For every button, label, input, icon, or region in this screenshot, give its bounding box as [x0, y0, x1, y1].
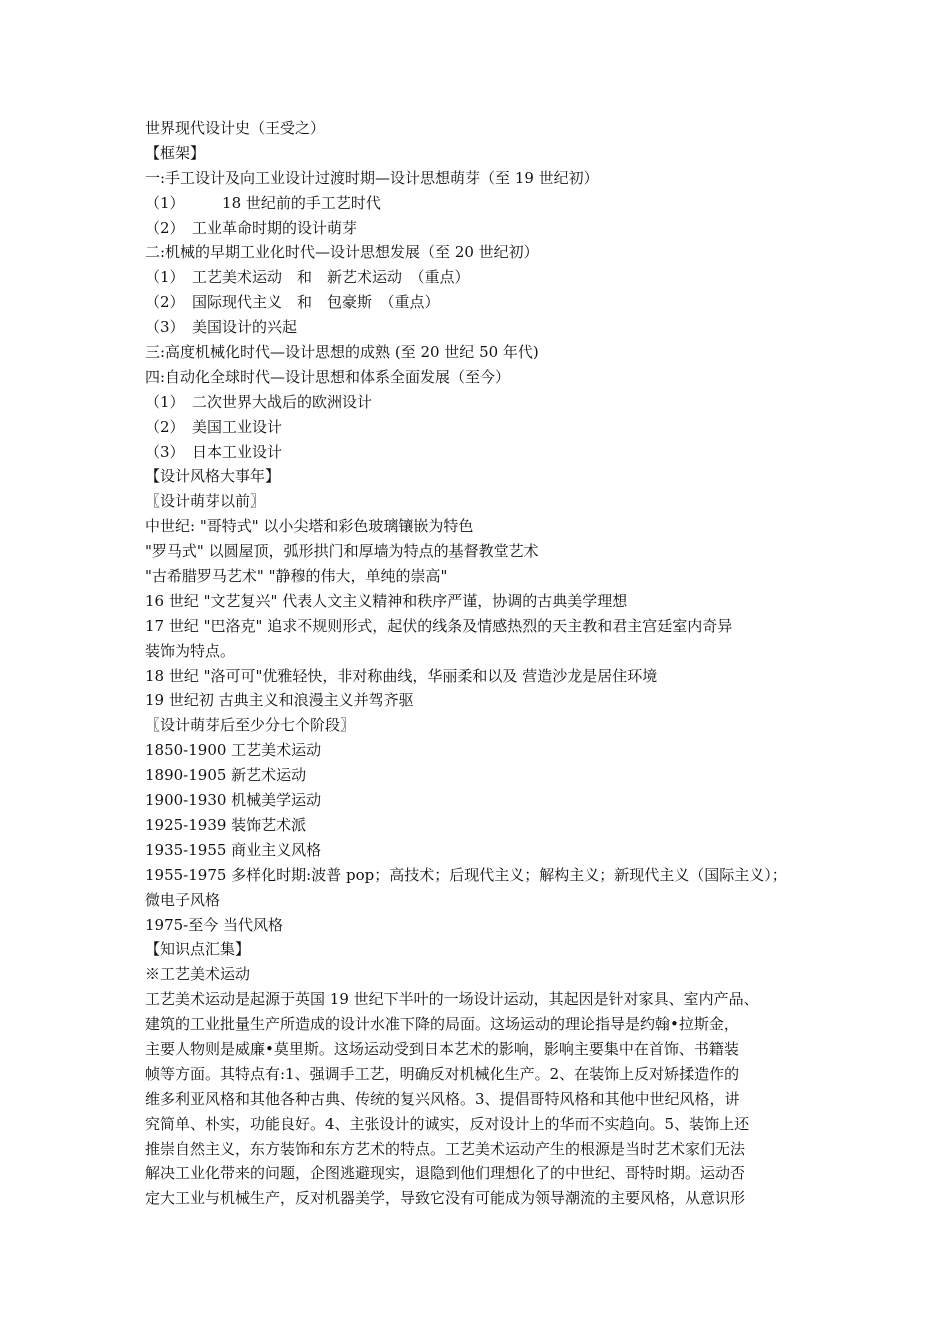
period-entry-continued: 微电子风格 [145, 890, 221, 909]
paragraph-line: 工艺美术运动是起源于英国 19 世纪下半叶的一场设计运动，其起因是针对家具、室内产品、 [145, 990, 759, 1009]
period-entry: 1890-1905 新艺术运动 [145, 766, 307, 785]
document-lines [145, 141, 810, 987]
document-page [145, 116, 810, 1211]
section-heading-knowledge: 【知识点汇集】 [145, 940, 251, 959]
chronology-entry: "古希腊罗马艺术" "静穆的伟大，单纯的崇高" [145, 567, 448, 586]
outline-subitem: （1） 工艺美术运动 和 新艺术运动 （重点） [145, 268, 470, 287]
paragraph-line: 究简单、朴实，功能良好。4、主张设计的诚实，反对设计上的华而不实趋向。5、装饰上还 [145, 1114, 750, 1133]
chronology-entry: 中世纪: "哥特式" 以小尖塔和彩色玻璃镶嵌为特色 [145, 517, 474, 536]
chronology-entry: 19 世纪初 古典主义和浪漫主义并驾齐驱 [145, 691, 414, 710]
paragraph-line: 帧等方面。其特点有:1、强调手工艺，明确反对机械化生产。2、在装饰上反对矫揉造作的 [145, 1064, 740, 1083]
outline-subitem: （3） 美国设计的兴起 [145, 318, 298, 337]
body-paragraph [145, 987, 810, 1211]
paragraph-line: 定大工业与机械生产，反对机器美学，导致它没有可能成为领导潮流的主要风格，从意识形 [145, 1189, 746, 1208]
period-entry: 1975-至今 当代风格 [145, 915, 284, 934]
outline-subitem: （2） 美国工业设计 [145, 417, 283, 436]
chronology-entry: "罗马式" 以圆屋顶，弧形拱门和厚墙为特点的基督教堂艺术 [145, 542, 539, 561]
paragraph-line: 解决工业化带来的问题，企图逃避现实，退隐到他们理想化了的中世纪、哥特时期。运动否 [145, 1164, 746, 1183]
outline-subitem: （3） 日本工业设计 [145, 442, 283, 461]
period-entry: 1925-1939 装饰艺术派 [145, 815, 307, 834]
section-heading-framework: 【框架】 [145, 143, 206, 162]
chronology-entry: 16 世纪 "文艺复兴" 代表人文主义精神和秩序严谨，协调的古典美学理想 [145, 591, 628, 610]
paragraph-line: 建筑的工业批量生产所造成的设计水准下降的局面。这场运动的理论指导是约翰•拉斯金， [145, 1015, 739, 1034]
outline-item: 二:机械的早期工业化时代—设计思想发展（至 20 世纪初） [145, 243, 539, 262]
outline-item: 一:手工设计及向工业设计过渡时期—设计思想萌芽（至 19 世纪初） [145, 168, 599, 187]
paragraph-line: 主要人物则是威廉•莫里斯。这场运动受到日本艺术的影响，影响主要集中在首饰、书籍装 [145, 1039, 739, 1058]
chronology-entry-continued: 装饰为特点。 [145, 641, 236, 660]
paragraph-line: 维多利亚风格和其他各种古典、传统的复兴风格。3、提倡哥特风格和其他中世纪风格，讲 [145, 1089, 740, 1108]
chronology-entry: 18 世纪 "洛可可"优雅轻快，非对称曲线，华丽柔和以及 营造沙龙是居住环境 [145, 666, 658, 685]
outline-subitem: （1） 二次世界大战后的欧洲设计 [145, 392, 373, 411]
document-title: 世界现代设计史（王受之） [145, 119, 326, 137]
subsection-heading: 〖设计萌芽以前〗 [145, 492, 266, 511]
outline-item: 四:自动化全球时代—设计思想和体系全面发展（至今） [145, 367, 511, 386]
subsection-heading: 〖设计萌芽后至少分七个阶段〗 [145, 716, 356, 735]
topic-heading: ※工艺美术运动 [145, 965, 251, 984]
period-entry: 1850-1900 工艺美术运动 [145, 741, 322, 760]
period-entry: 1955-1975 多样化时期:波普 pop；高技术；后现代主义；解构主义；新现代主义（国际主义）； [145, 865, 787, 884]
period-entry: 1900-1930 机械美学运动 [145, 791, 322, 810]
period-entry: 1935-1955 商业主义风格 [145, 840, 322, 859]
outline-subitem: （1） 18 世纪前的手工艺时代 [145, 193, 381, 212]
outline-item: 三:高度机械化时代—设计思想的成熟 (至 20 世纪 50 年代) [145, 343, 539, 362]
outline-subitem: （2） 国际现代主义 和 包豪斯 （重点） [145, 293, 440, 312]
outline-subitem: （2） 工业革命时期的设计萌芽 [145, 218, 358, 237]
paragraph-line: 推崇自然主义，东方装饰和东方艺术的特点。工艺美术运动产生的根源是当时艺术家们无法 [145, 1139, 746, 1158]
section-heading-style-chronology: 【设计风格大事年】 [145, 467, 281, 486]
chronology-entry: 17 世纪 "巴洛克" 追求不规则形式，起伏的线条及情感热烈的天主教和君主宫廷室内奇异 [145, 616, 733, 635]
